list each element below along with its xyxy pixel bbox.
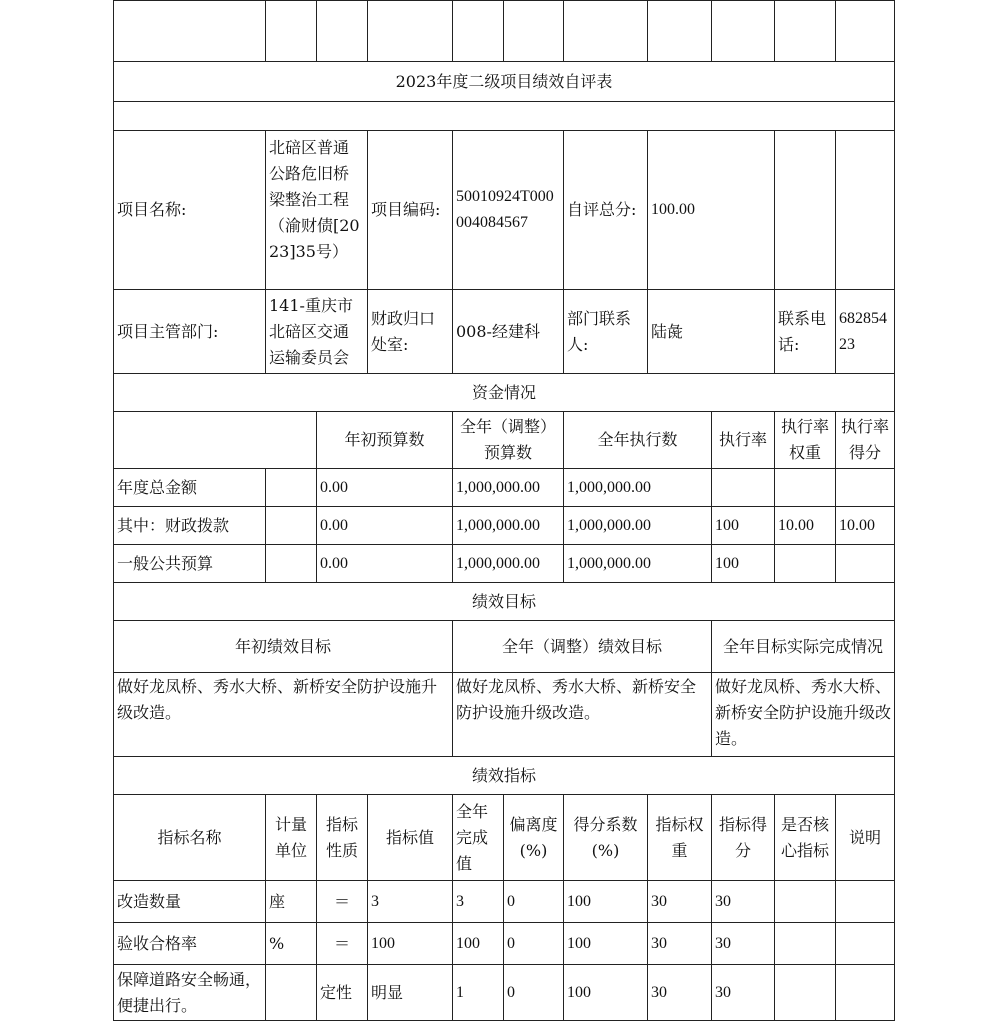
ind-header-coef: 得分系数(%) bbox=[564, 795, 648, 881]
indicator-score: 30 bbox=[712, 881, 775, 923]
indicator-name: 改造数量 bbox=[114, 881, 266, 923]
indicator-name: 验收合格率 bbox=[114, 923, 266, 965]
ind-header-nature: 指标性质 bbox=[317, 795, 368, 881]
indicator-nature: ＝ bbox=[317, 923, 368, 965]
indicator-unit bbox=[266, 965, 317, 1021]
funds-header-executed: 全年执行数 bbox=[564, 412, 712, 469]
indicator-coef: 100 bbox=[564, 923, 648, 965]
funds-row-score bbox=[836, 545, 895, 583]
ind-header-note: 说明 bbox=[836, 795, 895, 881]
indicator-core bbox=[775, 923, 836, 965]
dept-label: 项目主管部门: bbox=[114, 290, 266, 374]
funds-row-weight bbox=[775, 469, 836, 507]
phone-label: 联系电话: bbox=[775, 290, 836, 374]
indicator-done: 100 bbox=[453, 923, 504, 965]
project-code-value: 50010924T000004084567 bbox=[453, 131, 564, 290]
ind-header-weight: 指标权重 bbox=[648, 795, 712, 881]
department-row bbox=[114, 290, 895, 374]
indicator-coef: 100 bbox=[564, 881, 648, 923]
funds-row-label: 一般公共预算 bbox=[114, 545, 266, 583]
phone-value: 68285423 bbox=[836, 290, 895, 374]
project-name-value: 北碚区普通公路危旧桥梁整治工程（渝财债[2023]35号） bbox=[266, 131, 368, 290]
ind-header-deviation: 偏离度(%) bbox=[504, 795, 564, 881]
goal-adjusted: 做好龙凤桥、秀水大桥、新桥安全防护设施升级改造。 bbox=[453, 673, 712, 757]
funds-row-score bbox=[836, 469, 895, 507]
funds-row-rate: 100 bbox=[712, 507, 775, 545]
indicator-weight: 30 bbox=[648, 923, 712, 965]
indicator-deviation: 0 bbox=[504, 965, 564, 1021]
indicator-weight: 30 bbox=[648, 881, 712, 923]
indicator-row bbox=[114, 923, 895, 965]
indicator-unit: % bbox=[266, 923, 317, 965]
self-eval-total-label: 自评总分: bbox=[564, 131, 648, 290]
ind-header-done: 全年完成值 bbox=[453, 795, 504, 881]
funds-row-budget: 0.00 bbox=[317, 507, 453, 545]
blank-top-row bbox=[114, 1, 895, 62]
indicator-note bbox=[836, 965, 895, 1021]
finance-office-label: 财政归口处室: bbox=[368, 290, 453, 374]
funds-row-rate bbox=[712, 469, 775, 507]
funds-row-score: 10.00 bbox=[836, 507, 895, 545]
indicator-note bbox=[836, 923, 895, 965]
dept-value: 141-重庆市北碚区交通运输委员会 bbox=[266, 290, 368, 374]
funds-header-score: 执行率得分 bbox=[836, 412, 895, 469]
funds-row-executed: 1,000,000.00 bbox=[564, 545, 712, 583]
indicator-score: 30 bbox=[712, 923, 775, 965]
indicator-name: 保障道路安全畅通，便捷出行。 bbox=[114, 965, 266, 1021]
funds-row-label: 其中：财政拨款 bbox=[114, 507, 266, 545]
ind-header-name: 指标名称 bbox=[114, 795, 266, 881]
ind-header-unit: 计量单位 bbox=[266, 795, 317, 881]
ind-header-score: 指标得分 bbox=[712, 795, 775, 881]
funds-row-budget: 0.00 bbox=[317, 469, 453, 507]
funds-row-adjusted: 1,000,000.00 bbox=[453, 469, 564, 507]
funds-row bbox=[114, 469, 895, 507]
indicators-section-title: 绩效指标 bbox=[114, 757, 895, 795]
funds-row-executed: 1,000,000.00 bbox=[564, 469, 712, 507]
indicator-core bbox=[775, 881, 836, 923]
indicator-nature: 定性 bbox=[317, 965, 368, 1021]
indicator-coef: 100 bbox=[564, 965, 648, 1021]
funds-row-adjusted: 1,000,000.00 bbox=[453, 507, 564, 545]
indicator-core bbox=[775, 965, 836, 1021]
goals-header-actual: 全年目标实际完成情况 bbox=[712, 621, 895, 673]
funds-section-title: 资金情况 bbox=[114, 374, 895, 412]
goal-actual: 做好龙凤桥、秀水大桥、新桥安全防护设施升级改造。 bbox=[712, 673, 895, 757]
self-eval-total-value: 100.00 bbox=[648, 131, 775, 290]
indicator-unit: 座 bbox=[266, 881, 317, 923]
project-code-label: 项目编码: bbox=[368, 131, 453, 290]
indicator-note bbox=[836, 881, 895, 923]
goals-section-title: 绩效目标 bbox=[114, 583, 895, 621]
contact-value: 陆彘 bbox=[648, 290, 775, 374]
indicator-value: 100 bbox=[368, 923, 453, 965]
indicator-value: 明显 bbox=[368, 965, 453, 1021]
funds-row-adjusted: 1,000,000.00 bbox=[453, 545, 564, 583]
funds-row-weight: 10.00 bbox=[775, 507, 836, 545]
goals-header-row bbox=[114, 621, 895, 673]
indicator-done: 3 bbox=[453, 881, 504, 923]
funds-header-row bbox=[114, 412, 895, 469]
goals-header-adjusted: 全年（调整）绩效目标 bbox=[453, 621, 712, 673]
funds-header-rate: 执行率 bbox=[712, 412, 775, 469]
indicator-deviation: 0 bbox=[504, 923, 564, 965]
funds-row-budget: 0.00 bbox=[317, 545, 453, 583]
indicator-done: 1 bbox=[453, 965, 504, 1021]
funds-header-budget: 年初预算数 bbox=[317, 412, 453, 469]
indicator-row bbox=[114, 965, 895, 1021]
funds-row bbox=[114, 507, 895, 545]
indicator-row bbox=[114, 881, 895, 923]
indicator-value: 3 bbox=[368, 881, 453, 923]
indicators-header-row bbox=[114, 795, 895, 881]
finance-office-value: 008-经建科 bbox=[453, 290, 564, 374]
ind-header-core: 是否核心指标 bbox=[775, 795, 836, 881]
funds-header-adjusted: 全年（调整）预算数 bbox=[453, 412, 564, 469]
performance-table bbox=[113, 0, 895, 1021]
indicator-deviation: 0 bbox=[504, 881, 564, 923]
goals-header-initial: 年初绩效目标 bbox=[114, 621, 453, 673]
indicator-nature: ＝ bbox=[317, 881, 368, 923]
funds-row bbox=[114, 545, 895, 583]
indicator-weight: 30 bbox=[648, 965, 712, 1021]
goals-row bbox=[114, 673, 895, 757]
blank-row bbox=[114, 102, 895, 131]
funds-row-weight bbox=[775, 545, 836, 583]
funds-row-label: 年度总金额 bbox=[114, 469, 266, 507]
goal-initial: 做好龙凤桥、秀水大桥、新桥安全防护设施升级改造。 bbox=[114, 673, 453, 757]
project-name-row bbox=[114, 131, 895, 290]
funds-row-executed: 1,000,000.00 bbox=[564, 507, 712, 545]
project-name-label: 项目名称: bbox=[114, 131, 266, 290]
funds-header-weight: 执行率权重 bbox=[775, 412, 836, 469]
ind-header-value: 指标值 bbox=[368, 795, 453, 881]
contact-label: 部门联系人: bbox=[564, 290, 648, 374]
indicator-score: 30 bbox=[712, 965, 775, 1021]
page-title: 2023年度二级项目绩效自评表 bbox=[114, 62, 895, 102]
funds-row-rate: 100 bbox=[712, 545, 775, 583]
